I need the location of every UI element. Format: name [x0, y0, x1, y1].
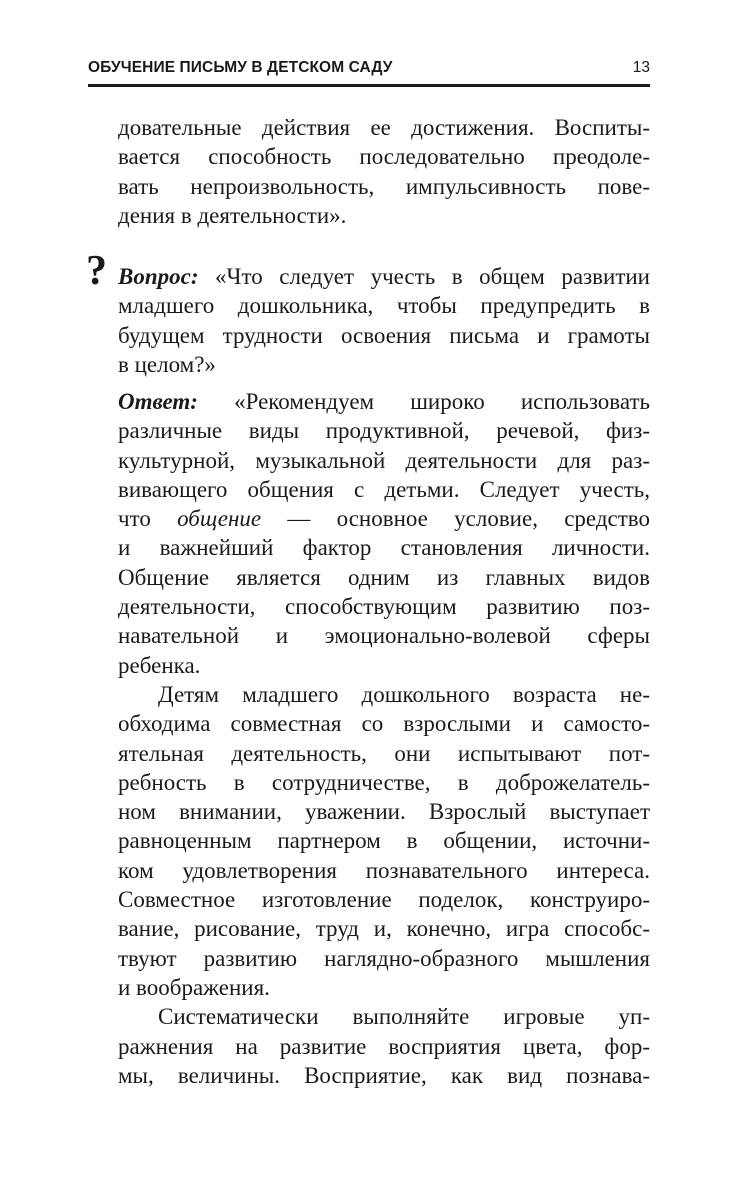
paragraph-first-line: Систематически выполняйте игровые уп- — [158, 1004, 650, 1030]
text-line: довательные действия ее достижения. Воспиты- — [118, 115, 650, 140]
text-line: будущем трудности освоения письма и грамоты — [118, 322, 650, 348]
text-line: Общение является одним из главных видов — [118, 564, 650, 590]
text-line: равноценным партнером в общении, источни- — [118, 828, 650, 854]
text-fragment: что — [118, 506, 178, 532]
question-mark-icon: ? — [86, 248, 107, 294]
text-line: вать непроизвольность, импульсивность пове- — [118, 173, 650, 199]
answer-label: Ответ: — [118, 389, 198, 414]
text-line: обходима совместная со взрослыми и самосто- — [118, 711, 650, 737]
text-line: ком удовлетворения познавательного интереса. — [118, 857, 650, 883]
text-line: вание, рисование, труд и, конечно, игра способс- — [118, 916, 650, 942]
page-number: 13 — [632, 59, 650, 76]
text-line: различные виды продуктивной, речевой, физ- — [118, 418, 650, 444]
carryover-paragraph — [118, 113, 650, 230]
paragraph-first-line: Детям младшего дошкольного возраста не- — [158, 681, 650, 707]
running-title: ОБУЧЕНИЕ ПИСЬМУ В ДЕТСКОМ САДУ — [88, 59, 393, 76]
text-line: ребность в сотрудничестве, в доброжелатель- — [118, 769, 650, 795]
question-block — [118, 262, 650, 379]
text-line: деятельности, способствующим развитию поз- — [118, 594, 650, 620]
text-line: в целом?» — [118, 351, 216, 377]
text-line: ном внимании, уважении. Взрослый выступает — [118, 799, 650, 825]
text-line: и воображения. — [118, 974, 270, 1000]
text-line: ребенка. — [118, 652, 201, 678]
emphasized-word: общение — [177, 506, 262, 532]
text-line: ятельная деятельность, они испытывают пот- — [118, 740, 650, 766]
question-first-line — [118, 262, 650, 291]
running-header — [88, 58, 650, 87]
text-line: навательной и эмоционально-волевой сферы — [118, 623, 650, 649]
text-line: Совместное изготовление поделок, конструиро- — [118, 887, 650, 913]
answer-block — [118, 387, 650, 1090]
text-fragment: «Что следует учесть в общем развитии — [215, 264, 650, 289]
answer-first-line — [118, 387, 650, 416]
text-line: и важнейший фактор становления личности. — [118, 535, 650, 561]
text-line: вается способность последовательно преодоле- — [118, 144, 650, 170]
text-fragment: — основное условие, средство — [261, 506, 650, 532]
text-fragment: «Рекомендуем широко использовать — [234, 389, 650, 414]
text-line: культурной, музыкальной деятельности для раз- — [118, 447, 650, 473]
emphasis-line — [118, 504, 650, 533]
text-line: дения в деятельности». — [118, 202, 347, 228]
text-line: твуют развитию наглядно-образного мышления — [118, 945, 650, 971]
question-label: Вопрос: — [118, 264, 199, 289]
text-line: ражнения на развитие восприятия цвета, фор- — [118, 1033, 650, 1059]
text-line: мы, величины. Восприятие, как вид познава- — [118, 1062, 650, 1088]
text-line: вивающего общения с детьми. Следует учесть, — [118, 476, 650, 502]
text-line: младшего дошкольника, чтобы предупредить в — [118, 293, 650, 319]
